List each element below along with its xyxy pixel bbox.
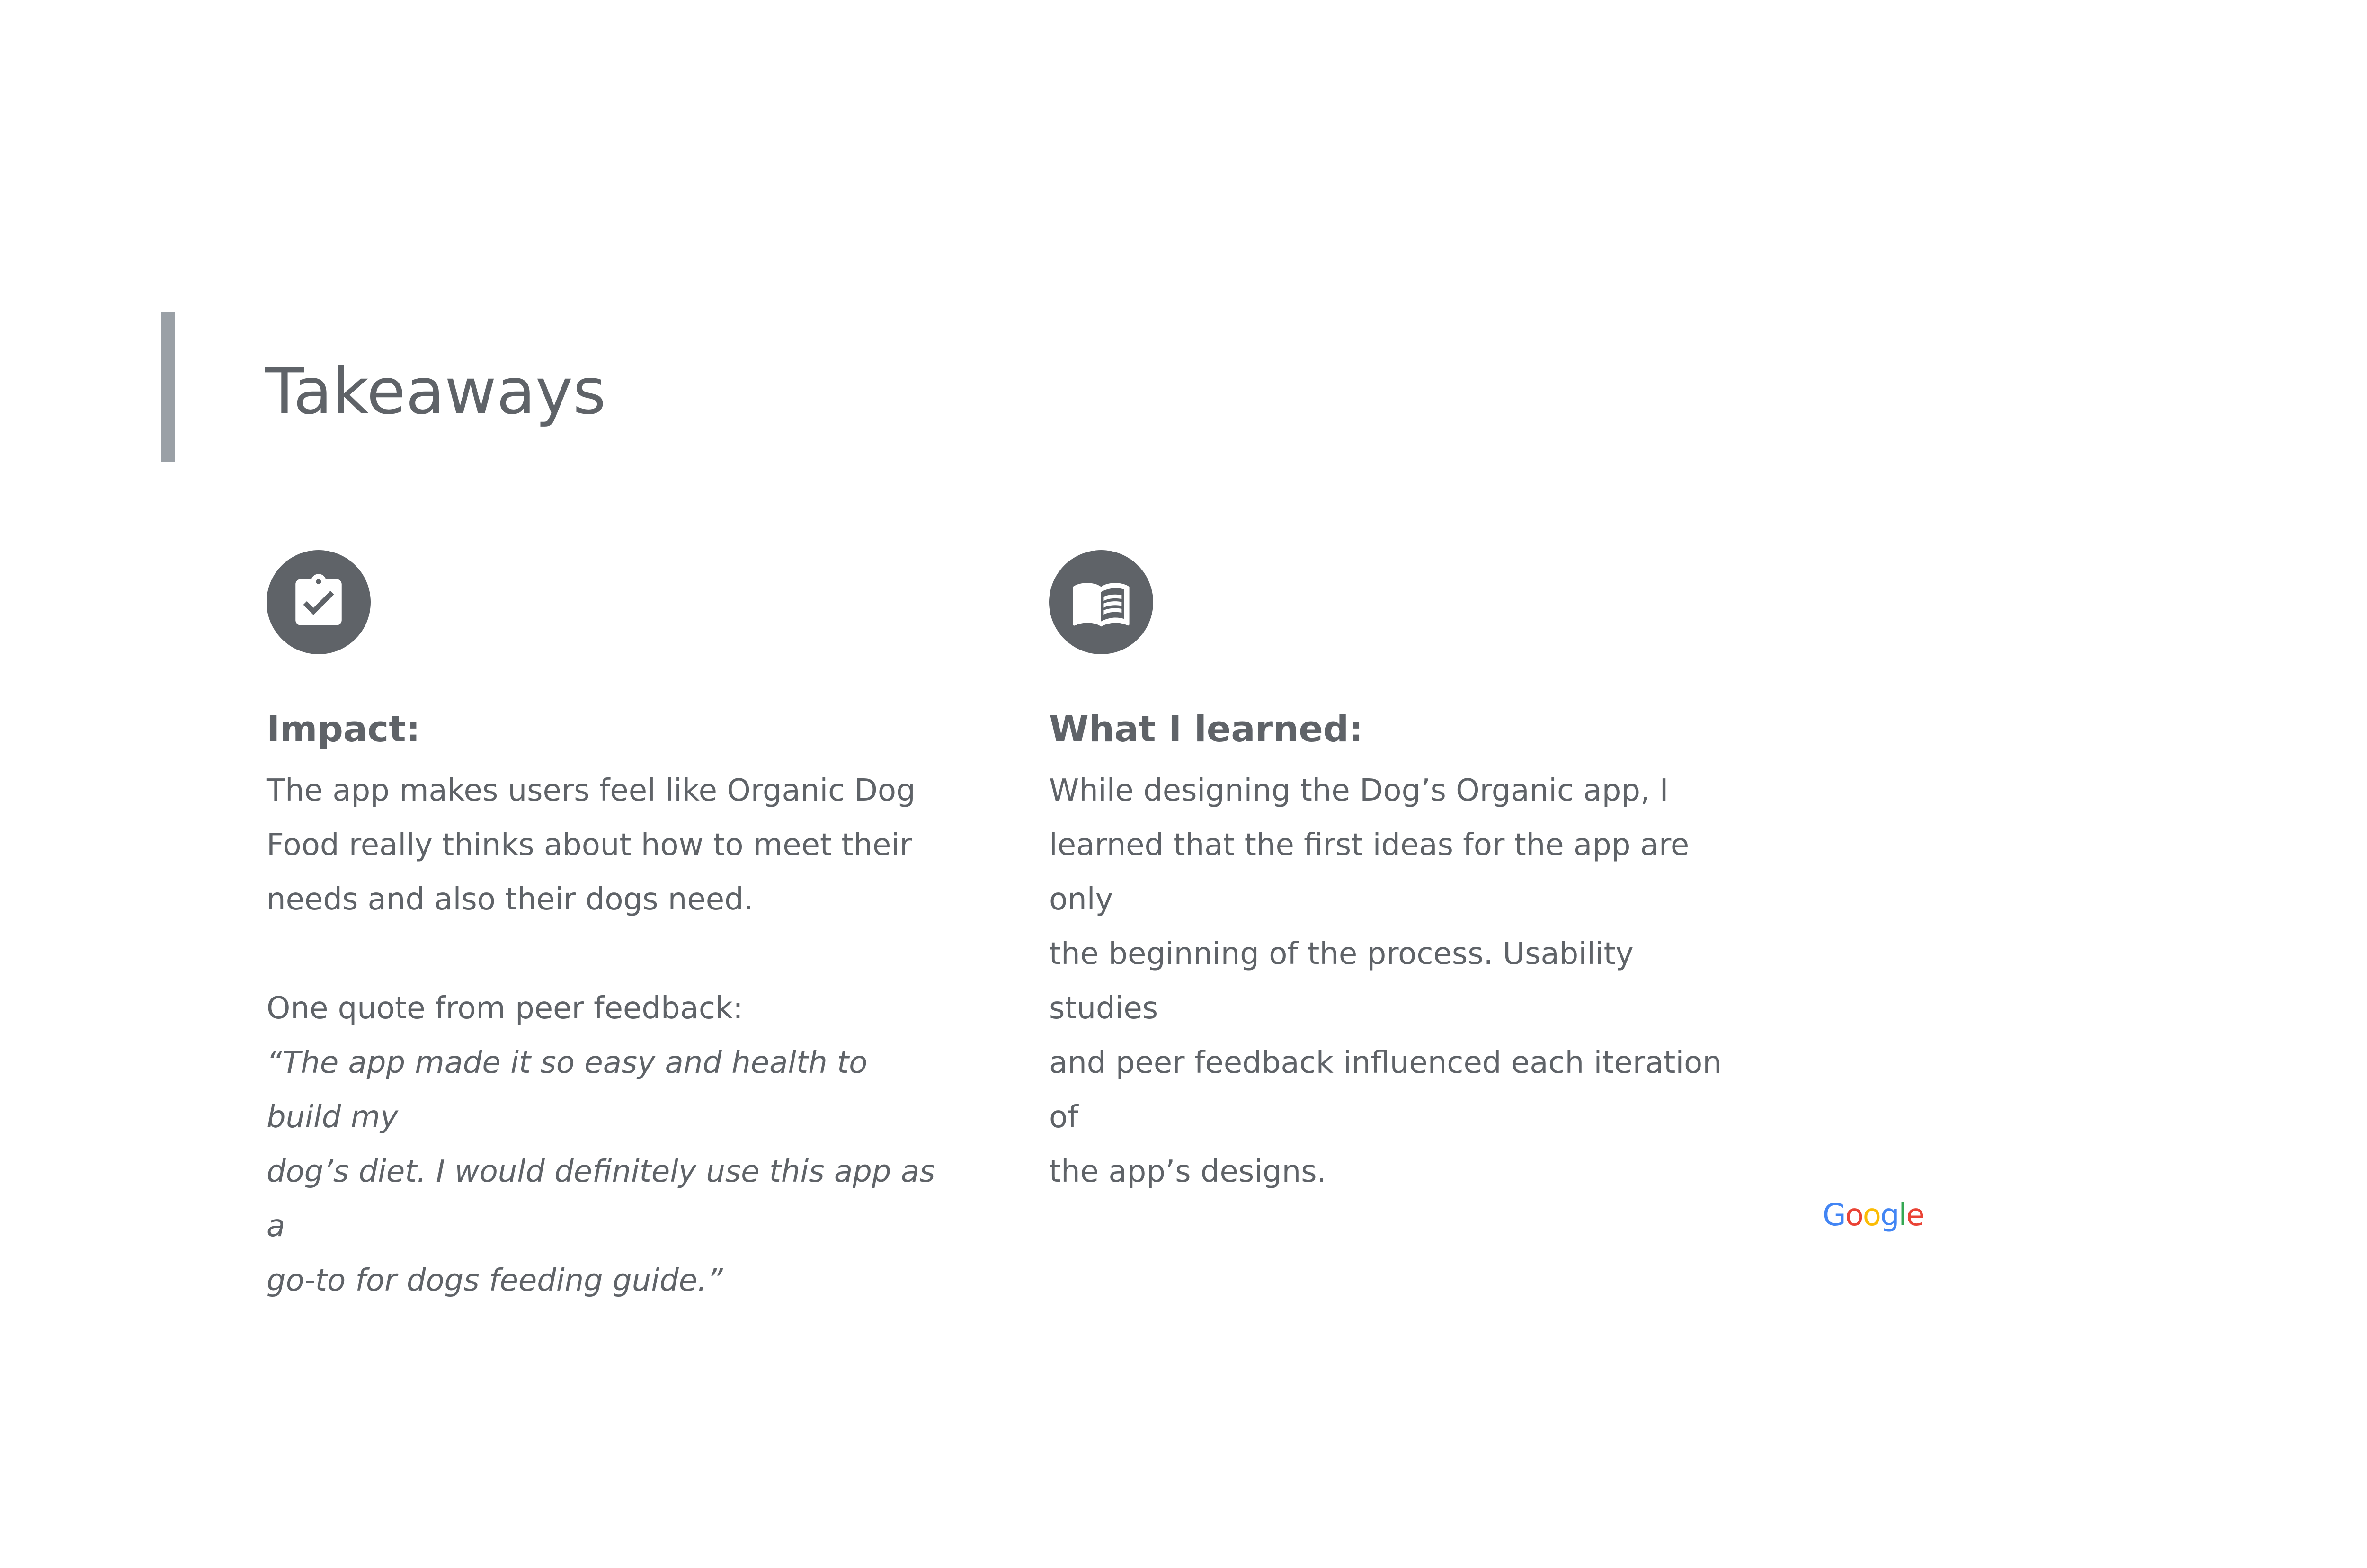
learned-body [1049,764,1731,1199]
impact-body-line: Food really thinks about how to meet their [267,828,912,863]
quote-line: dog’s diet. I would definitely use this app as a [267,1154,935,1244]
learned-section [1049,550,1731,1199]
google-logo [1823,1198,1924,1233]
learned-body-line: While designing the Dog’s Organic app, I [1049,773,1669,809]
learned-heading: What I learned: [1049,708,1363,750]
impact-body-line: needs and also their dogs need. [267,882,754,918]
paragraph-spacer [267,927,948,981]
learned-body-line: and peer feedback influenced each iteration of [1049,1045,1722,1135]
quote-line: go-to for dogs feeding guide.” [267,1263,723,1299]
logo-letter: e [1906,1198,1924,1233]
page-title: Takeaways [265,355,606,428]
logo-letter: G [1823,1198,1845,1233]
title-accent-bar [161,312,175,462]
logo-letter: o [1845,1198,1863,1233]
clipboard-check-icon [267,550,371,654]
impact-body [267,764,948,1308]
logo-letter: g [1880,1198,1899,1233]
quote-intro: One quote from peer feedback: [267,991,743,1026]
impact-section [267,550,948,1308]
impact-heading: Impact: [267,708,420,750]
quote-line: “The app made it so easy and health to build my [267,1045,868,1135]
learned-body-line: the beginning of the process. Usability studies [1049,936,1634,1026]
open-book-icon [1049,550,1153,654]
logo-letter: o [1862,1198,1880,1233]
learned-body-line: the app’s designs. [1049,1154,1326,1190]
logo-letter: l [1898,1198,1906,1233]
impact-body-line: The app makes users feel like Organic Dog [267,773,916,809]
learned-body-line: learned that the first ideas for the app are only [1049,828,1690,918]
